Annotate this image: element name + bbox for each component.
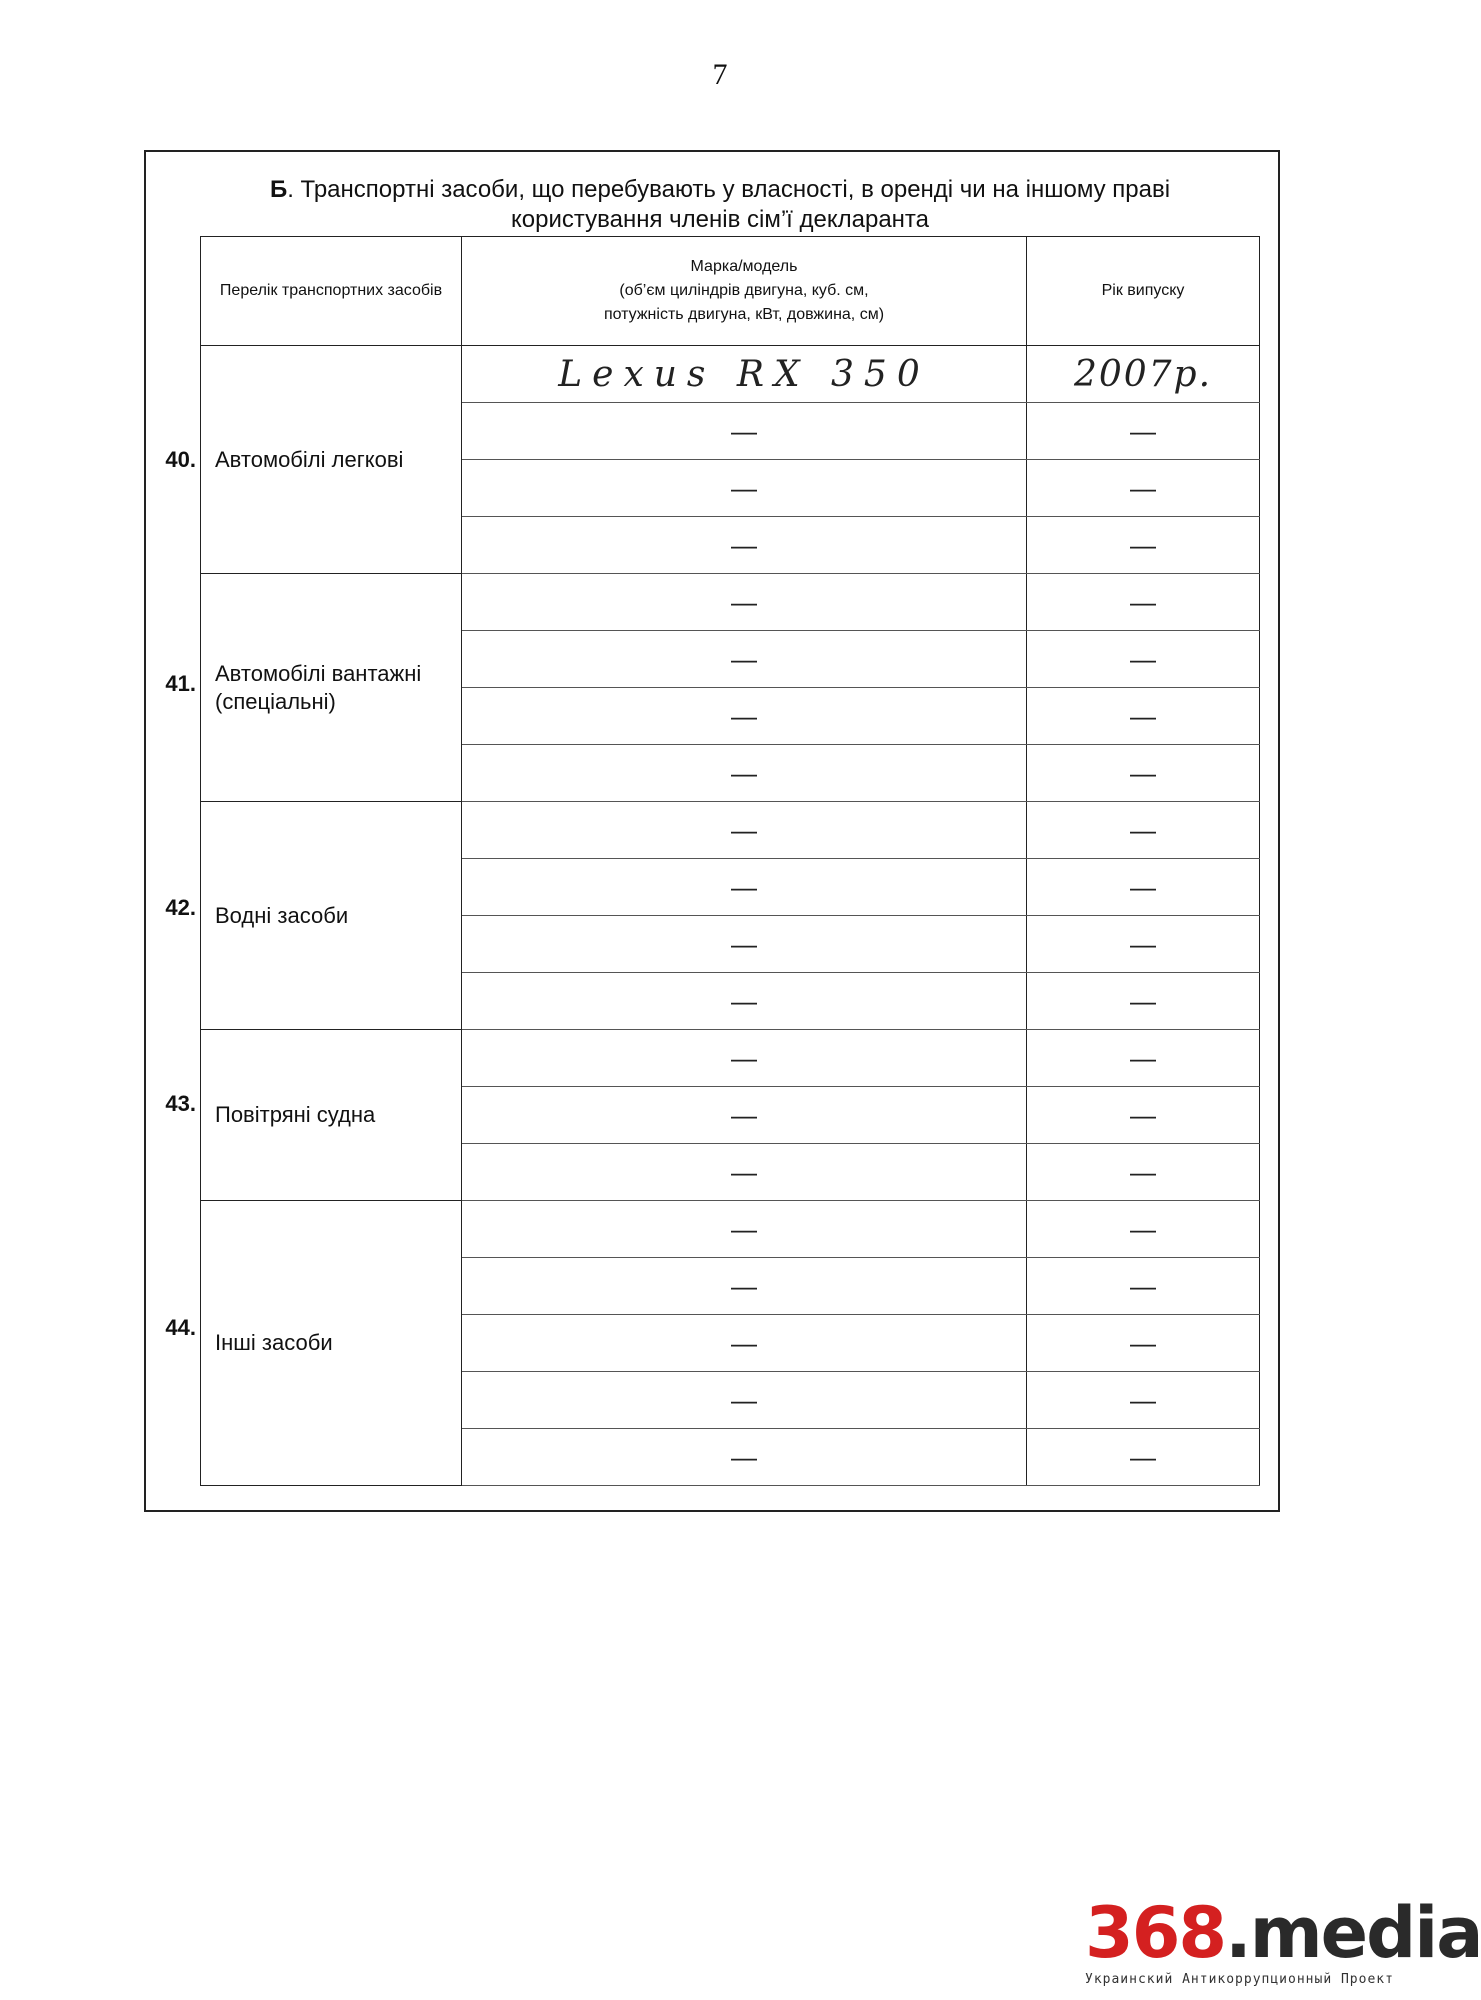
category-other: Інші засоби [201, 1201, 462, 1486]
header-vehicle-list: Перелік транспортних засобів [201, 237, 462, 346]
model-cell [462, 1144, 1027, 1201]
model-cell [462, 1087, 1027, 1144]
model-dash: — [731, 814, 757, 845]
logo-domain: .media [1225, 1892, 1481, 1974]
year-cell [1027, 688, 1260, 745]
logo-subtitle: Украинский Антикоррупционный Проект [1085, 1972, 1394, 1987]
model-cell [462, 460, 1027, 517]
model-cell [462, 403, 1027, 460]
row-number-43: 43. [165, 1091, 196, 1116]
year-value-handwritten: 2007р. [1073, 353, 1213, 395]
model-dash: — [731, 871, 757, 902]
logo-wordmark [1085, 1892, 1481, 1974]
header-model-line2: (об’єм циліндрів двигуна, куб. см, [619, 282, 869, 299]
table-row [201, 574, 1260, 631]
model-dash: — [731, 1327, 757, 1358]
year-dash: — [1130, 472, 1156, 503]
model-cell [462, 1372, 1027, 1429]
year-cell [1027, 1201, 1260, 1258]
section-letter: Б [269, 176, 288, 203]
model-cell [462, 916, 1027, 973]
section-heading-text: . Транспортні засоби, що перебувають у власності, в оренді чи на іншому праві [287, 176, 1171, 203]
model-dash: — [731, 1441, 757, 1472]
model-dash: — [731, 1384, 757, 1415]
table-row [201, 802, 1260, 859]
model-dash: — [731, 700, 757, 731]
category-trucks: Автомобілі вантажні (спеціальні) [201, 574, 462, 802]
model-cell [462, 517, 1027, 574]
category-aircraft: Повітряні судна [201, 1030, 462, 1201]
model-dash: — [731, 1270, 757, 1301]
header-model-line3: потужність двигуна, кВт, довжина, см) [603, 306, 885, 323]
watermark-logo [1085, 1892, 1481, 1987]
year-dash: — [1130, 586, 1156, 617]
model-dash: — [731, 586, 757, 617]
model-dash: — [731, 757, 757, 788]
model-cell [462, 346, 1027, 403]
year-dash: — [1130, 871, 1156, 902]
model-cell [462, 688, 1027, 745]
year-cell [1027, 1144, 1260, 1201]
header-model [462, 237, 1027, 346]
year-dash: — [1130, 1327, 1156, 1358]
model-cell [462, 802, 1027, 859]
year-dash: — [1130, 1042, 1156, 1073]
model-cell [462, 745, 1027, 802]
year-cell [1027, 1030, 1260, 1087]
page-number: 7 [712, 58, 728, 91]
logo-number: 368 [1085, 1892, 1226, 1974]
model-dash: — [731, 1156, 757, 1187]
category-water: Водні засоби [201, 802, 462, 1030]
year-dash: — [1130, 1156, 1156, 1187]
year-cell [1027, 859, 1260, 916]
year-cell [1027, 745, 1260, 802]
model-dash: — [731, 1099, 757, 1130]
model-dash: — [731, 1213, 757, 1244]
year-cell [1027, 403, 1260, 460]
row-number-42: 42. [165, 895, 196, 920]
row-number-41: 41. [165, 671, 196, 696]
row-number-40: 40. [165, 447, 196, 472]
model-cell [462, 1258, 1027, 1315]
year-cell [1027, 460, 1260, 517]
year-cell [1027, 631, 1260, 688]
year-cell [1027, 1429, 1260, 1486]
model-cell [462, 1315, 1027, 1372]
year-dash: — [1130, 1213, 1156, 1244]
model-cell [462, 1030, 1027, 1087]
model-cell [462, 574, 1027, 631]
model-cell [462, 859, 1027, 916]
table-row [201, 346, 1260, 403]
year-dash: — [1130, 1099, 1156, 1130]
year-dash: — [1130, 643, 1156, 674]
model-dash: — [731, 1042, 757, 1073]
header-year: Рік випуску [1027, 237, 1260, 346]
table-row [201, 1030, 1260, 1087]
year-dash: — [1130, 1384, 1156, 1415]
row-number-44: 44. [165, 1315, 196, 1340]
year-cell [1027, 916, 1260, 973]
header-model-line1: Марка/модель [690, 258, 798, 275]
year-cell [1027, 1087, 1260, 1144]
section-heading [200, 175, 1240, 235]
model-dash: — [731, 529, 757, 560]
model-dash: — [731, 928, 757, 959]
year-dash: — [1130, 1270, 1156, 1301]
year-dash: — [1130, 757, 1156, 788]
table-row [201, 1201, 1260, 1258]
year-cell [1027, 346, 1260, 403]
year-cell [1027, 1258, 1260, 1315]
year-dash: — [1130, 415, 1156, 446]
year-cell [1027, 1315, 1260, 1372]
year-dash: — [1130, 700, 1156, 731]
year-dash: — [1130, 985, 1156, 1016]
year-dash: — [1130, 529, 1156, 560]
vehicles-table [200, 236, 1260, 1486]
model-cell [462, 1429, 1027, 1486]
model-cell [462, 973, 1027, 1030]
year-cell [1027, 802, 1260, 859]
model-value-handwritten: Lexus RX 350 [558, 353, 930, 395]
year-dash: — [1130, 1441, 1156, 1472]
model-cell [462, 1201, 1027, 1258]
table-header-row [201, 237, 1260, 346]
category-cars: Автомобілі легкові [201, 346, 462, 574]
model-dash: — [731, 985, 757, 1016]
year-cell [1027, 1372, 1260, 1429]
year-cell [1027, 973, 1260, 1030]
model-dash: — [731, 643, 757, 674]
year-cell [1027, 517, 1260, 574]
year-dash: — [1130, 814, 1156, 845]
model-cell [462, 631, 1027, 688]
year-cell [1027, 574, 1260, 631]
model-dash: — [731, 472, 757, 503]
model-dash: — [731, 415, 757, 446]
section-heading-line2: користування членів сім’ї декларанта [511, 206, 929, 233]
year-dash: — [1130, 928, 1156, 959]
